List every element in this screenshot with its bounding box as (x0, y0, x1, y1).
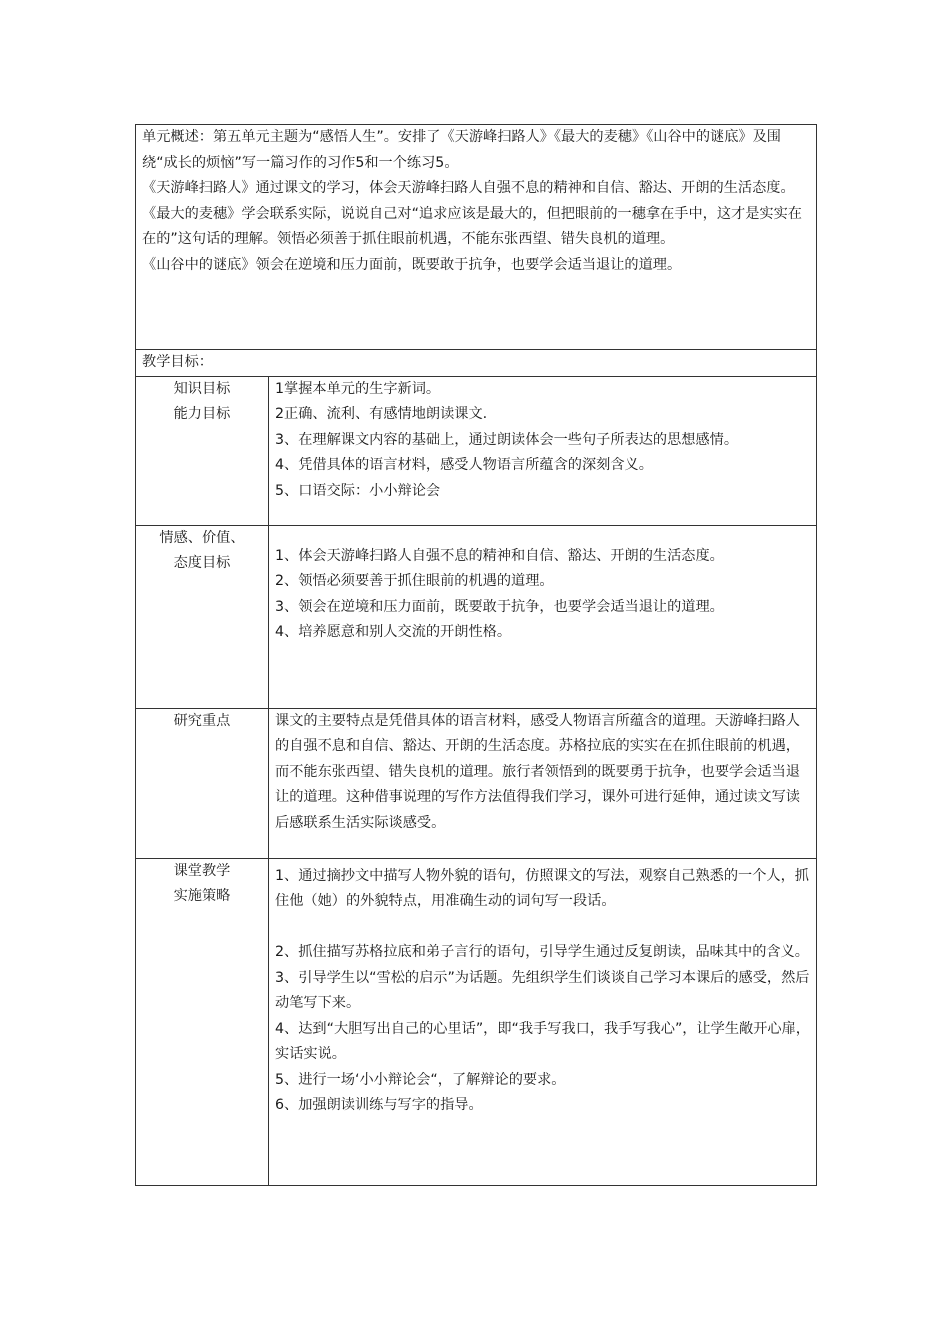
row-label (136, 525, 269, 708)
lesson-plan-table (135, 124, 817, 1186)
teaching-goals-heading: 教学目标： (136, 350, 817, 377)
row-content (269, 858, 817, 1185)
list-item: 2、领悟必须要善于抓住眼前的机遇的道理。 (275, 573, 554, 589)
row-content (269, 708, 817, 858)
knowledge-goals-row (136, 376, 817, 525)
list-item: 5、口语交际：小小辩论会 (275, 482, 441, 499)
row-content (269, 525, 817, 708)
row-label (136, 376, 269, 525)
overview-paragraph: 《天游峰扫路人》通过课文的学习，体会天游峰扫路人自强不息的精神和自信、豁达、开朗的生活态度。 (142, 180, 795, 196)
research-focus-text: 课文的主要特点是凭借具体的语言材料，感受人物语言所蕴含的道理。天游峰扫路人的自强不息和自信、豁达、开朗的生活态度。苏格拉底的实实在在抓住眼前的机遇，而不能东张西望、错失良机的道理。旅行者领悟到的既要勇于抗争，也要学会适当退让的道理。这种借事说理的写作方法值得我们学习，课外可进行延伸，通过读文写读后感联系生活实际谈感受。 (275, 712, 800, 831)
row-content (269, 376, 817, 525)
list-item: 4、达到“大胆写出自己的心里话”，即“我手写我口，我手写我心”，让学生敞开心扉，实话实说。 (275, 1020, 810, 1062)
teaching-goals-heading-row (136, 350, 817, 377)
emotion-goals-row (136, 525, 817, 708)
list-item: 3、领会在逆境和压力面前，既要敢于抗争，也要学会适当退让的道理。 (275, 598, 724, 615)
overview-paragraph: 单元概述：第五单元主题为“感悟人生”。安排了《天游峰扫路人》《最大的麦穗》《山谷中的谜底》及围绕“成长的烦恼”写一篇习作的习作5和一个练习5。 (142, 129, 781, 171)
list-item: 1掌握本单元的生字新词。 (275, 380, 441, 397)
list-item: 3、在理解课文内容的基础上，通过朗读体会一些句子所表达的思想感情。 (275, 431, 739, 448)
list-item: 4、凭借具体的语言材料，感受人物语言所蕴含的深刻含义。 (275, 457, 653, 473)
list-item: 2、抓住描写苏格拉底和弟子言行的语句，引导学生通过反复朗读，品味其中的含义。 (275, 944, 809, 960)
overview-paragraph: 《山谷中的谜底》领会在逆境和压力面前，既要敢于抗争，也要学会适当退让的道理。 (142, 256, 682, 273)
overview-paragraph: 《最大的麦穗》学会联系实际，说说自己对“追求应该是最大的，但把眼前的一穗拿在手中，这才是实实在在的”这句话的理解。领悟必须善于抓住眼前机遇，不能东张西望、错失良机的道理。 (142, 205, 802, 247)
research-focus-row (136, 708, 817, 858)
row-label-line: 研究重点 (173, 712, 231, 729)
row-label-line: 知识目标 (173, 380, 231, 397)
row-label-line: 能力目标 (173, 406, 231, 422)
row-label-line: 情感、价值、 (159, 529, 245, 546)
list-item: 1、体会天游峰扫路人自强不息的精神和自信、豁达、开朗的生活态度。 (275, 547, 724, 564)
list-item: 1、通过摘抄文中描写人物外貌的语句，仿照课文的写法，观察自己熟悉的一个人，抓住他（她）的外貌特点，用准确生动的词句写一段话。 (275, 867, 809, 909)
list-item: 6、加强朗读训练与写字的指导。 (275, 1097, 483, 1113)
list-item: 4、培养愿意和别人交流的开朗性格。 (275, 624, 512, 640)
teaching-strategy-row (136, 858, 817, 1185)
unit-overview-cell (136, 125, 817, 350)
unit-overview-row (136, 125, 817, 350)
list-item: 2正确、流利、有感情地朗读课文. (275, 406, 488, 422)
row-label (136, 708, 269, 858)
list-item: 5、进行一场‘小小辩论会“，了解辩论的要求。 (275, 1071, 566, 1088)
row-label (136, 858, 269, 1185)
row-label-line: 实施策略 (173, 888, 231, 904)
blank-line (275, 915, 810, 941)
row-label-line: 态度目标 (173, 555, 231, 571)
row-label-line: 课堂教学 (173, 862, 231, 879)
list-item: 3、引导学生以“雪松的启示”为话题。先组织学生们谈谈自己学习本课后的感受，然后动笔写下来。 (275, 969, 810, 1011)
